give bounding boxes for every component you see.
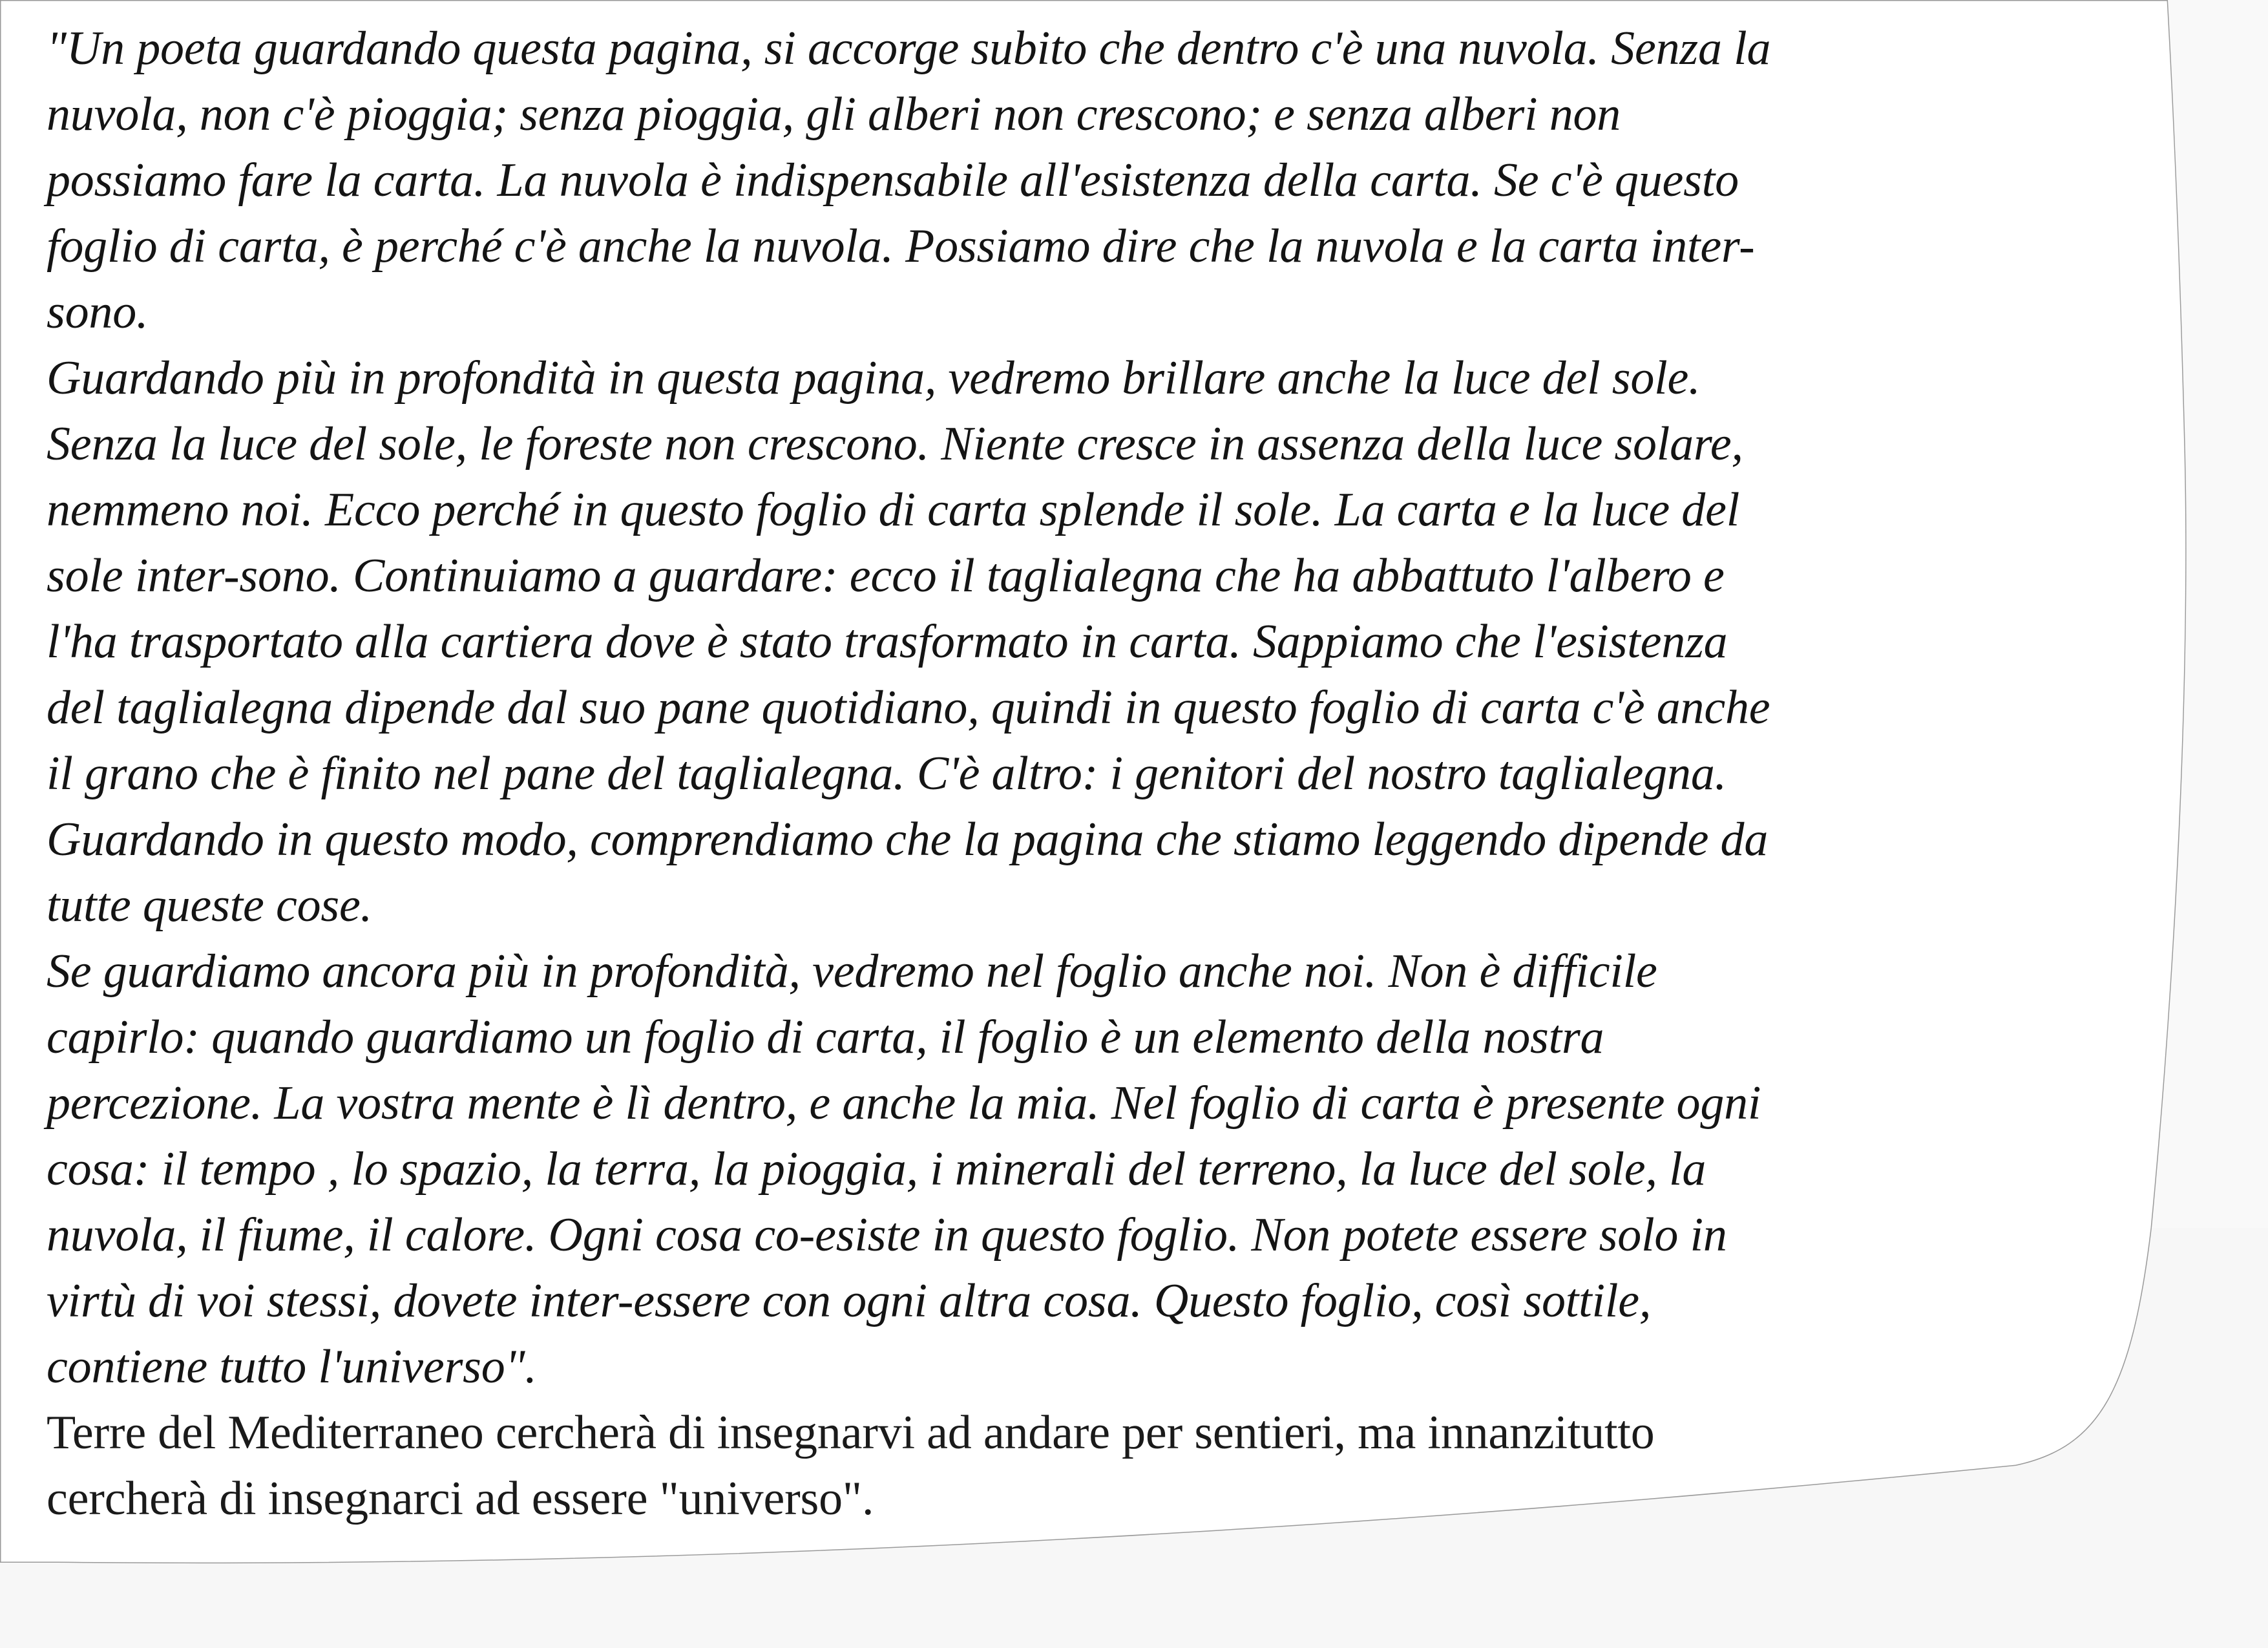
quote-line: Senza la luce del sole, le foreste non crescono. Niente cresce in assenza della luce solare, xyxy=(47,417,1743,470)
closing-line: Terre del Mediterraneo cercherà di insegnarvi ad andare per sentieri, ma innanzitutto xyxy=(47,1406,1655,1459)
quote-line: il grano che è finito nel pane del taglialegna. C'è altro: i genitori del nostro taglialegna. xyxy=(47,747,1727,800)
quote-line: "Un poeta guardando questa pagina, si accorge subito che dentro c'è una nuvola. Senza la xyxy=(47,22,1771,75)
quote-line: percezione. La vostra mente è lì dentro, e anche la mia. Nel foglio di carta è presente ogni xyxy=(47,1077,1761,1130)
quote-line: nemmeno noi. Ecco perché in questo foglio di carta splende il sole. La carta e la luce del xyxy=(47,483,1740,536)
closing-line: cercherà di insegnarci ad essere "universo". xyxy=(47,1472,874,1525)
quote-line: Guardando in questo modo, comprendiamo che la pagina che stiamo leggendo dipende da xyxy=(47,813,1769,866)
quote-line: sono. xyxy=(47,286,149,339)
quote-line: l'ha trasportato alla cartiera dove è stato trasformato in carta. Sappiamo che l'esistenza xyxy=(47,615,1728,668)
quote-line: tutte queste cose. xyxy=(47,879,372,932)
quote-line: cosa: il tempo , lo spazio, la terra, la pioggia, i minerali del terreno, la luce del sole, la xyxy=(47,1143,1706,1196)
quote-line: possiamo fare la carta. La nuvola è indispensabile all'esistenza della carta. Se c'è questo xyxy=(47,154,1739,207)
quote-line: capirlo: quando guardiamo un foglio di carta, il foglio è un elemento della nostra xyxy=(47,1011,1604,1064)
quote-line: Se guardiamo ancora più in profondità, vedremo nel foglio anche noi. Non è difficile xyxy=(47,945,1657,998)
quote-line: foglio di carta, è perché c'è anche la nuvola. Possiamo dire che la nuvola e la carta inter- xyxy=(47,220,1755,273)
quote-line: nuvola, il fiume, il calore. Ogni cosa co-esiste in questo foglio. Non potete essere solo in xyxy=(47,1209,1727,1262)
quote-line: del taglialegna dipende dal suo pane quotidiano, quindi in questo foglio di carta c'è anche xyxy=(47,681,1770,734)
quote-line: Guardando più in profondità in questa pagina, vedremo brillare anche la luce del sole. xyxy=(47,352,1701,405)
quote-line: virtù di voi stessi, dovete inter-essere con ogni altra cosa. Questo foglio, così sottile, xyxy=(47,1274,1652,1327)
quote-line: sole inter-sono. Continuiamo a guardare: ecco il taglialegna che ha abbattuto l'albero e xyxy=(47,549,1725,602)
quote-line: contiene tutto l'universo". xyxy=(47,1340,537,1393)
quote-line: nuvola, non c'è pioggia; senza pioggia, gli alberi non crescono; e senza alberi non xyxy=(47,88,1621,141)
